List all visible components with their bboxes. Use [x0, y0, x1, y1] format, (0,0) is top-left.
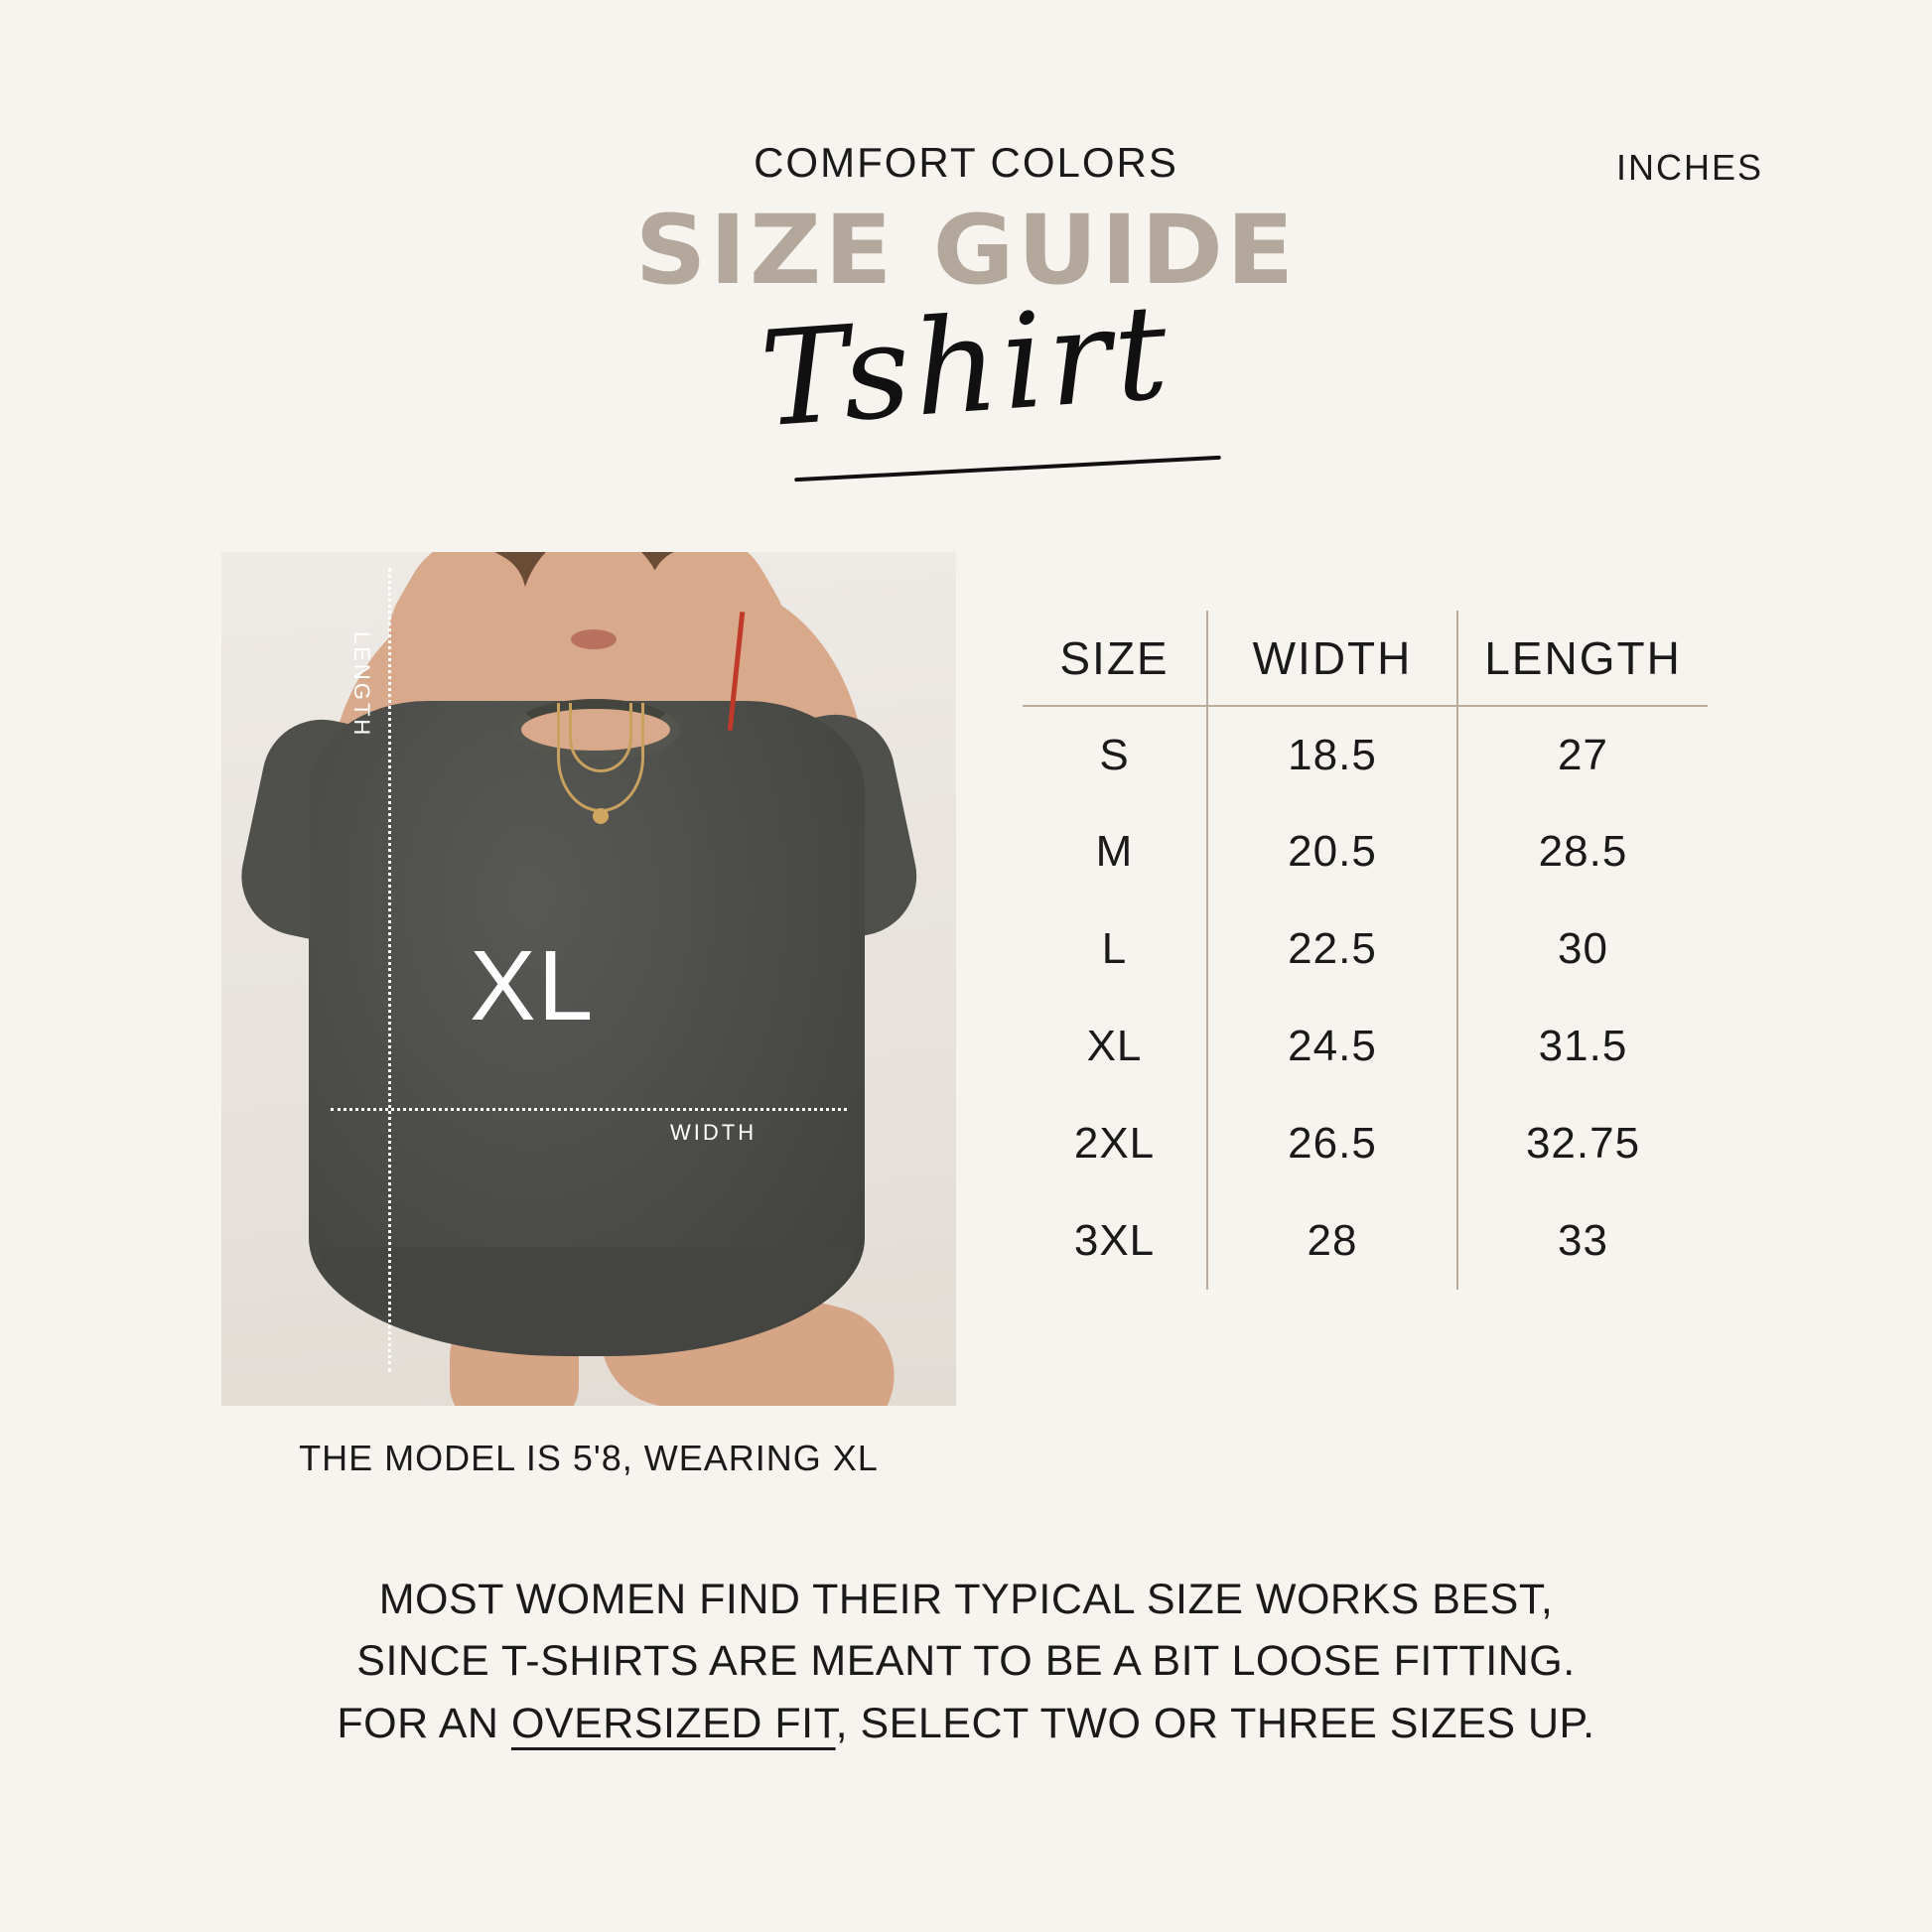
cell-size: XL: [1086, 1022, 1143, 1070]
cell-length: 33: [1558, 1216, 1608, 1265]
photo-size-label: XL: [470, 930, 596, 1041]
cell-width: 24.5: [1207, 998, 1457, 1095]
cell-width: 18.5: [1207, 706, 1457, 803]
script-underline-flourish: [794, 456, 1221, 482]
fit-advice-line-2: SINCE T-SHIRTS ARE MEANT TO BE A BIT LOOSE FITTING.: [356, 1637, 1576, 1686]
page-title: SIZE GUIDE: [634, 195, 1298, 306]
column-header-width: WIDTH: [1207, 611, 1457, 706]
fit-advice: [0, 1569, 1932, 1754]
cell-size: M: [1095, 827, 1134, 876]
cell-size: 2XL: [1073, 1119, 1156, 1168]
cell-length: 32.75: [1525, 1119, 1641, 1168]
cell-size: L: [1101, 924, 1128, 973]
size-table: [1023, 611, 1708, 1290]
cell-length: 31.5: [1538, 1022, 1628, 1070]
length-measure-label: LENGTH: [349, 631, 374, 739]
fit-advice-emphasis: OVERSIZED FIT: [510, 1699, 836, 1747]
table-row: [1023, 1095, 1708, 1192]
product-type-script: Tshirt: [756, 275, 1176, 458]
cell-width: 28: [1207, 1192, 1457, 1290]
table-row: [1023, 998, 1708, 1095]
necklace-pendant: [593, 808, 609, 824]
cell-width: 20.5: [1207, 803, 1457, 900]
size-table-head: [1023, 611, 1708, 706]
column-header-length: LENGTH: [1484, 631, 1682, 684]
cell-width: 22.5: [1207, 900, 1457, 998]
table-row: [1023, 706, 1708, 803]
size-table-body: [1023, 706, 1708, 1290]
width-measure-line: [331, 1108, 847, 1111]
cell-size: S: [1099, 730, 1130, 779]
fit-advice-line-3: [0, 1693, 1932, 1754]
units-label: INCHES: [1615, 147, 1763, 188]
cell-length: 28.5: [1538, 827, 1628, 876]
table-header-row: [1023, 611, 1708, 706]
fit-advice-line-1: MOST WOMEN FIND THEIR TYPICAL SIZE WORKS BEST,: [378, 1576, 1554, 1623]
cell-size: 3XL: [1073, 1216, 1156, 1265]
length-measure-line: [388, 568, 391, 1372]
fit-advice-line-3-prefix: FOR AN: [337, 1699, 511, 1747]
model-lips: [571, 629, 617, 649]
model-photo: [221, 552, 956, 1406]
table-row: [1023, 803, 1708, 900]
fit-advice-line-3-suffix: , SELECT TWO OR THREE SIZES UP.: [835, 1699, 1595, 1747]
brand-name: COMFORT COLORS: [754, 139, 1178, 186]
model-caption: THE MODEL IS 5'8, WEARING XL: [299, 1438, 879, 1478]
table-row: [1023, 1192, 1708, 1290]
cell-length: 27: [1558, 730, 1608, 779]
size-table-wrapper: [1023, 611, 1708, 1290]
column-header-size: SIZE: [1059, 631, 1170, 684]
necklace-short: [569, 703, 632, 772]
width-measure-label: WIDTH: [670, 1120, 758, 1145]
cell-length: 30: [1558, 924, 1608, 973]
cell-width: 26.5: [1207, 1095, 1457, 1192]
table-row: [1023, 900, 1708, 998]
